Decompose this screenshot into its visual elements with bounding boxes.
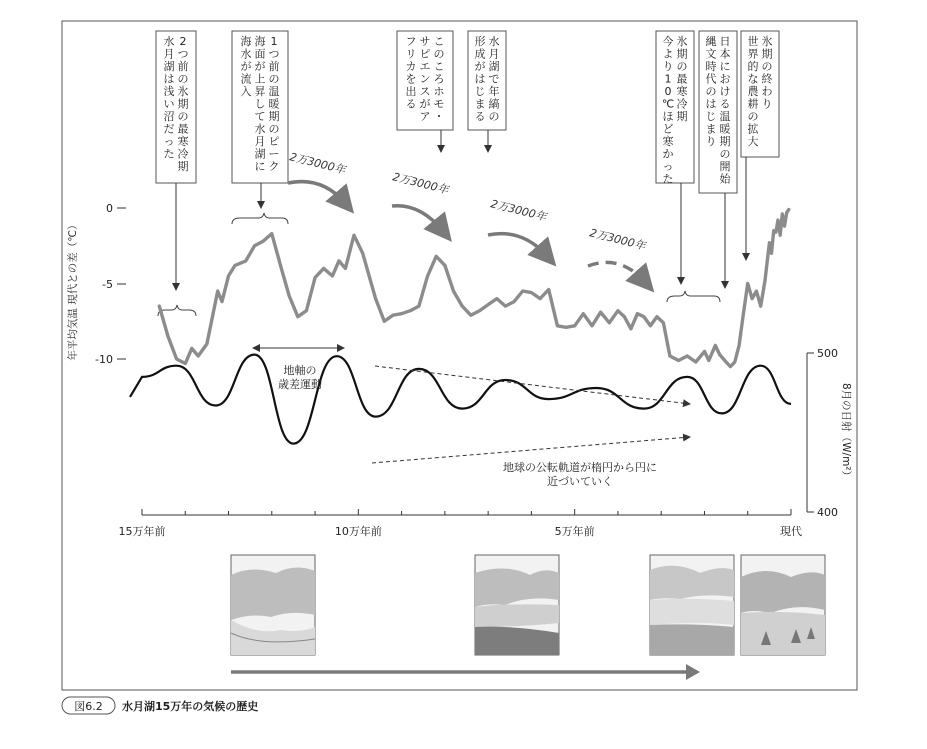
- event-note-text: 水月湖で年縞の形成がはじまる: [474, 35, 500, 123]
- event-note-text: 氷期の終わり世界的な農耕の拡大: [747, 35, 773, 148]
- period-label: 2万3000年: [489, 197, 548, 224]
- event-note-text: 1 つ前の温暖期のピーク海面が上昇して水月湖に海水が流入: [240, 35, 280, 173]
- event-note-text: 2 つ前の氷期の最寒冷期水月湖は浅い沼だった: [163, 35, 189, 173]
- event-note: [741, 31, 779, 260]
- orbit-annotation: [372, 366, 690, 488]
- period-arrow: [588, 262, 645, 282]
- figure-caption: [62, 697, 258, 714]
- brace: [667, 291, 720, 302]
- precession-label: 地軸の歳差運動: [278, 364, 322, 391]
- brace: [232, 213, 288, 224]
- caption-number: 図6.2: [74, 700, 103, 713]
- forest-landscape-illustration: [741, 555, 825, 655]
- caption-title: 水月湖15万年の気候の歴史: [122, 700, 259, 713]
- envelope-upper-arrow: [375, 366, 690, 404]
- event-note: [468, 31, 506, 152]
- insolation-axis-title: 8月の日射（W/m²）: [840, 382, 852, 482]
- illustrations: [231, 555, 825, 655]
- event-note-text: 氷期の最寒冷期今より 1 0 ℃ほど寒かった: [661, 35, 688, 186]
- event-notes: [156, 31, 779, 290]
- insolation-tick-label: 400: [817, 506, 838, 519]
- temp-tick-label: -5: [102, 278, 113, 291]
- orbit-label: 地球の公転軌道が楕円から円に近づいていく: [503, 461, 657, 488]
- time-axis: [119, 509, 803, 538]
- event-note: [699, 31, 737, 288]
- insolation-tick-label: 500: [817, 347, 838, 360]
- period-label: 2万3000年: [391, 170, 450, 197]
- temperature-series-line: [159, 210, 789, 367]
- event-note: [397, 31, 453, 152]
- time-axis-tick-label: 5万年前: [554, 525, 595, 538]
- event-note-text: 日本における温暖期の開始縄文時代のはじまり: [705, 35, 731, 186]
- event-note: [656, 31, 694, 284]
- brace: [158, 305, 196, 316]
- lake-landscape-illustration: [475, 555, 559, 655]
- temp-tick-label: -10: [95, 353, 113, 366]
- temp-tick-label: 0: [106, 202, 113, 215]
- period-label: 2万3000年: [288, 150, 347, 177]
- event-note: [156, 31, 196, 290]
- temperature-axis: [66, 202, 126, 366]
- envelope-lower-arrow: [372, 437, 690, 463]
- lake-landscape-illustration: [650, 555, 734, 655]
- period-arrow: [288, 182, 345, 203]
- time-axis-tick-label: 15万年前: [118, 525, 166, 538]
- period-label: 2万3000年: [588, 226, 647, 253]
- event-note-text: このころホモ・サピエンスがアフリカを出る: [405, 35, 445, 123]
- insolation-axis: [807, 347, 853, 519]
- event-note-box: [156, 31, 196, 183]
- period-arrow: [488, 234, 547, 256]
- insolation-series-line: [130, 355, 791, 444]
- period-arrow: [392, 206, 443, 231]
- time-axis-tick-label: 現代: [780, 525, 802, 538]
- temp-axis-title: 年平均気温 現代との差（℃）: [67, 219, 79, 361]
- lake-landscape-illustration: [231, 555, 315, 655]
- time-direction-arrowhead: [686, 664, 700, 680]
- time-axis-tick-label: 10万年前: [334, 525, 382, 538]
- event-note: [232, 31, 288, 208]
